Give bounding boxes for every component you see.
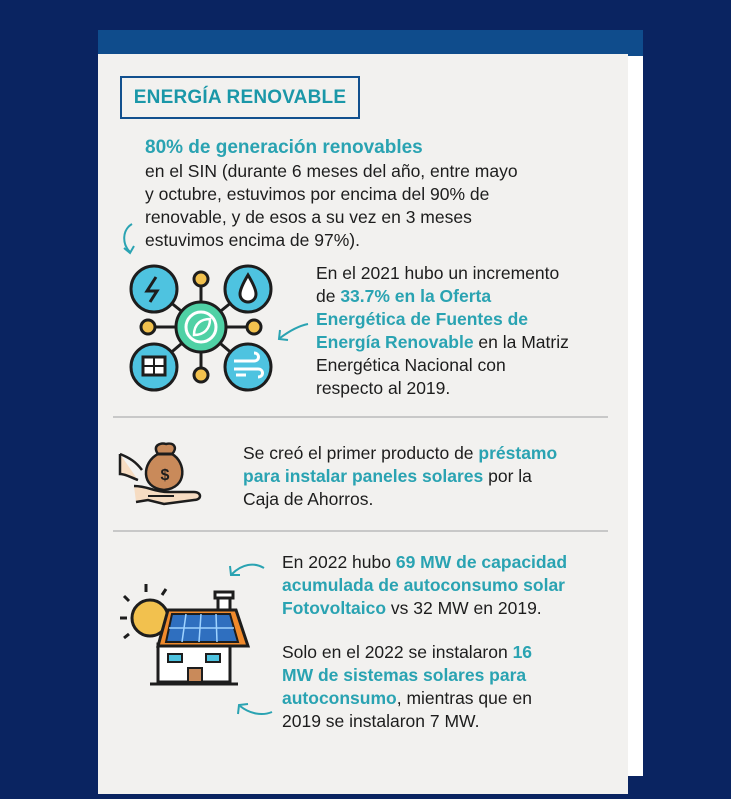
energy-offer-suffix: en la Matriz [473, 332, 569, 352]
renewables-line-3: renovable, y de esos a su vez en 3 meses [145, 207, 472, 227]
loan-money-bag-icon [118, 440, 208, 512]
curved-arrow-icon [120, 222, 140, 258]
installations-prefix: Solo en el 2022 se instalaron [282, 642, 513, 662]
energy-offer-highlight-1: 33.7% en la Oferta [340, 286, 492, 306]
installations-suffix: , mientras que en [396, 688, 532, 708]
renewable-energy-network-icon [126, 265, 276, 395]
divider-2 [113, 530, 608, 532]
installations-highlight-3: autoconsumo [282, 688, 397, 708]
renewables-block [145, 136, 518, 252]
energy-offer-highlight-2: Energética de Fuentes de [316, 309, 529, 329]
arrow-curve-top-icon [226, 560, 266, 580]
loan-line-2 [243, 465, 557, 488]
energy-offer-block [316, 262, 569, 400]
divider-1 [113, 416, 608, 418]
section-title-box [120, 76, 360, 119]
capacity-suffix: vs 32 MW en 2019. [386, 598, 542, 618]
arrow-curve-bottom-icon [234, 698, 274, 718]
installations-line-3 [282, 687, 532, 710]
installations-highlight-2: MW de sistemas solares para [282, 665, 527, 685]
capacity-highlight-3: Fotovoltaico [282, 598, 387, 618]
installations-line-4: 2019 se instalaron 7 MW. [282, 711, 480, 731]
energy-offer-line-4 [316, 331, 569, 354]
loan-highlight-2: para instalar paneles solares [243, 466, 484, 486]
capacity-line-3 [282, 597, 567, 620]
capacity-highlight-1: 69 MW de capacidad [395, 552, 568, 572]
arrow-left-icon [276, 322, 310, 342]
energy-offer-line-1: En el 2021 hubo un incremento [316, 263, 560, 283]
loan-line-1 [243, 442, 557, 465]
renewables-line-2: y octubre, estuvimos por encima del 90% de [145, 184, 490, 204]
energy-offer-line-5: Energética Nacional con [316, 355, 506, 375]
installations-line-1 [282, 641, 532, 664]
renewables-headline: 80% de generación renovables [145, 137, 423, 158]
loan-line-3: Caja de Ahorros. [243, 489, 374, 509]
energy-offer-prefix: de [316, 286, 341, 306]
energy-offer-highlight-3: Energía Renovable [316, 332, 474, 352]
installations-highlight-1: 16 [512, 642, 533, 662]
loan-block [243, 442, 557, 511]
dollar-sign: $ [160, 467, 170, 484]
capacity-block [282, 551, 567, 620]
loan-suffix: por la [483, 466, 532, 486]
solar-house-icon [118, 582, 258, 697]
top-bar [98, 30, 643, 56]
infographic-card [98, 30, 643, 776]
capacity-prefix: En 2022 hubo [282, 552, 396, 572]
section-title: ENERGÍA RENOVABLE [133, 86, 347, 108]
loan-prefix: Se creó el primer producto de [243, 443, 479, 463]
energy-offer-line-2 [316, 285, 569, 308]
renewables-line-1: en el SIN (durante 6 meses del año, entre mayo [145, 161, 518, 181]
energy-offer-line-6: respecto al 2019. [316, 378, 451, 398]
capacity-highlight-2: acumulada de autoconsumo solar [282, 575, 565, 595]
installations-block [282, 641, 532, 733]
loan-highlight-1: préstamo [478, 443, 558, 463]
renewables-line-4: estuvimos encima de 97%). [145, 230, 360, 250]
capacity-line-1 [282, 551, 567, 574]
